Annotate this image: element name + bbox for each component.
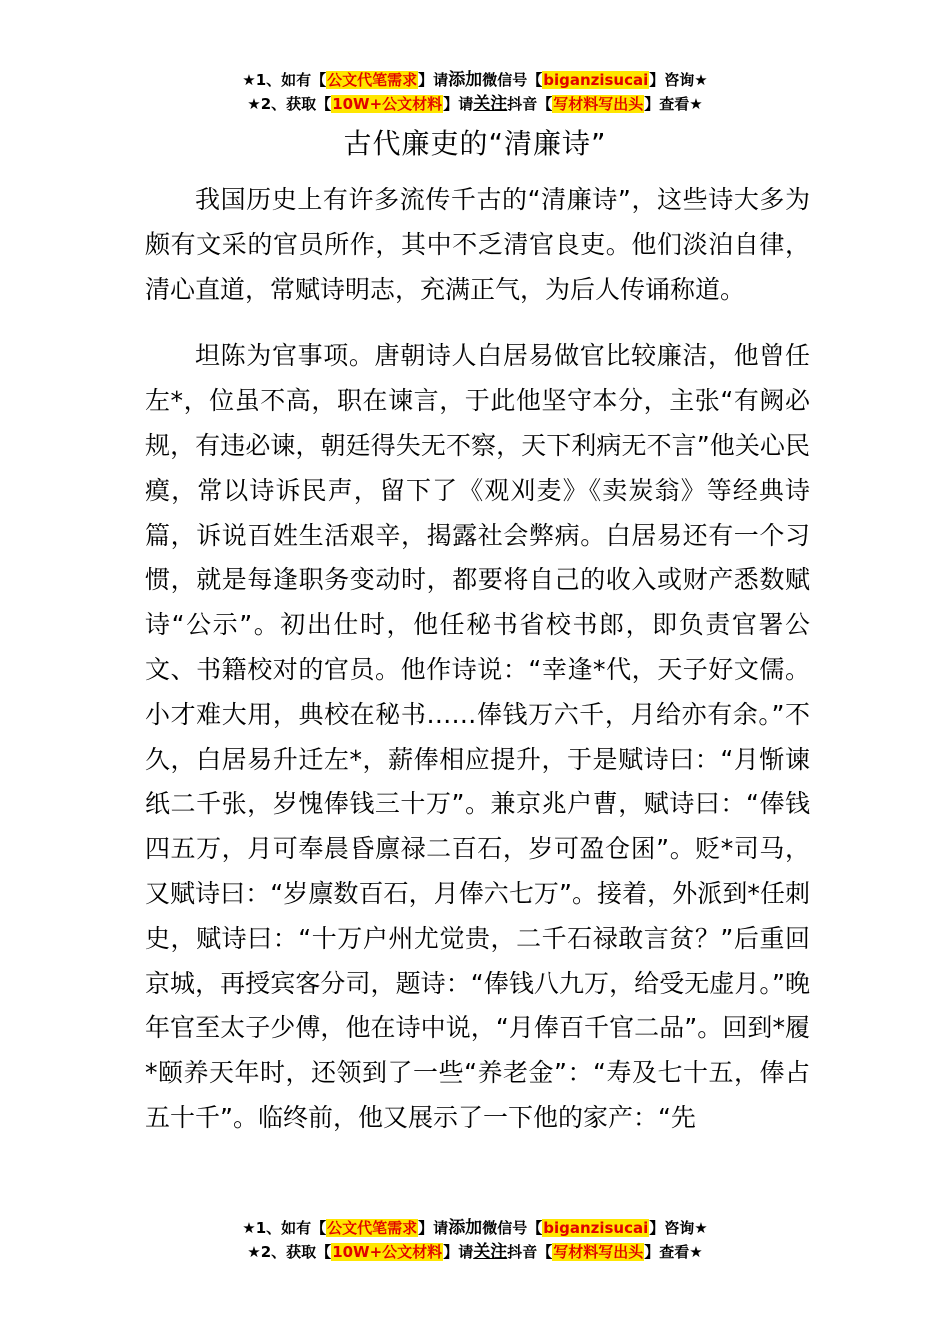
article-body: [145, 178, 810, 1141]
highlight-wechat-id: biganzisucai: [543, 1219, 649, 1237]
highlight-ghostwriting: 公文代笔需求: [327, 1219, 418, 1237]
header-promo-line-1: ★1、如有【公文代笔需求】请添加微信号【biganzisucai】咨询★: [242, 70, 708, 90]
header-promo: [0, 68, 950, 116]
footer-promo-line-2: ★2、获取【10W+公文材料】请关注抖音【写材料写出头】查看★: [247, 1242, 703, 1262]
highlight-materials: 10W+公文材料: [332, 95, 443, 113]
header-promo-line-2: ★2、获取【10W+公文材料】请关注抖音【写材料写出头】查看★: [247, 94, 703, 114]
paragraph-bai-juyi: 坦陈为官事项。唐朝诗人白居易做官比较廉洁，他曾任左*，位虽不高，职在谏言，于此他坚守本分，主张“有阙必规，有违必谏，朝廷得失无不察，天下利病无不言”他关心民瘼，常以诗诉民声，留下了《观刈麦》《卖炭翁》等经典诗篇，诉说百姓生活艰辛，揭露社会弊病。白居易还有一个习惯，就是每逢职务变动时，都要将自己的收入或财产悉数赋诗“公示”。初出仕时，他任秘书省校书郎，即负责官署公文、书籍校对的官员。他作诗说：“幸逢*代，天子好文儒。小才难大用，典校在秘书……俸钱万六千，月给亦有余。”不久，白居易升迁左*，薪俸相应提升，于是赋诗曰：“月惭谏纸二千张，岁愧俸钱三十万”。兼京兆户曹，赋诗曰：“俸钱四五万，月可奉晨昏廪禄二百石，岁可盈仓囷”。贬*司马，又赋诗曰：“岁廪数百石，月俸六七万”。接着，外派到*任刺史，赋诗曰：“十万户州尤觉贵，二千石禄敢言贫？”后重回京城，再授宾客分司，题诗：“俸钱八九万，给受无虚月。”晚年官至太子少傅，他在诗中说，“月俸百千官二品”。回到*履*颐养天年时，还领到了一些“养老金”：“寿及七十五，俸占五十千”。临终前，他又展示了一下他的家产：“先: [145, 341, 810, 1132]
highlight-wechat-id: biganzisucai: [543, 71, 649, 89]
highlight-ghostwriting: 公文代笔需求: [327, 71, 418, 89]
highlight-materials: 10W+公文材料: [332, 1243, 443, 1261]
footer-promo: [0, 1216, 950, 1264]
highlight-douyin-account: 写材料写出头: [553, 95, 644, 113]
article-title: 古代廉吏的“清廉诗”: [343, 127, 607, 160]
footer-promo-line-1: ★1、如有【公文代笔需求】请添加微信号【biganzisucai】咨询★: [242, 1218, 708, 1238]
paragraph-intro: 我国历史上有许多流传千古的“清廉诗”，这些诗大多为颇有文采的官员所作，其中不乏清官良吏。他们淡泊自律，清心直道，常赋诗明志，充满正气，为后人传诵称道。: [145, 185, 810, 304]
highlight-douyin-account: 写材料写出头: [553, 1243, 644, 1261]
